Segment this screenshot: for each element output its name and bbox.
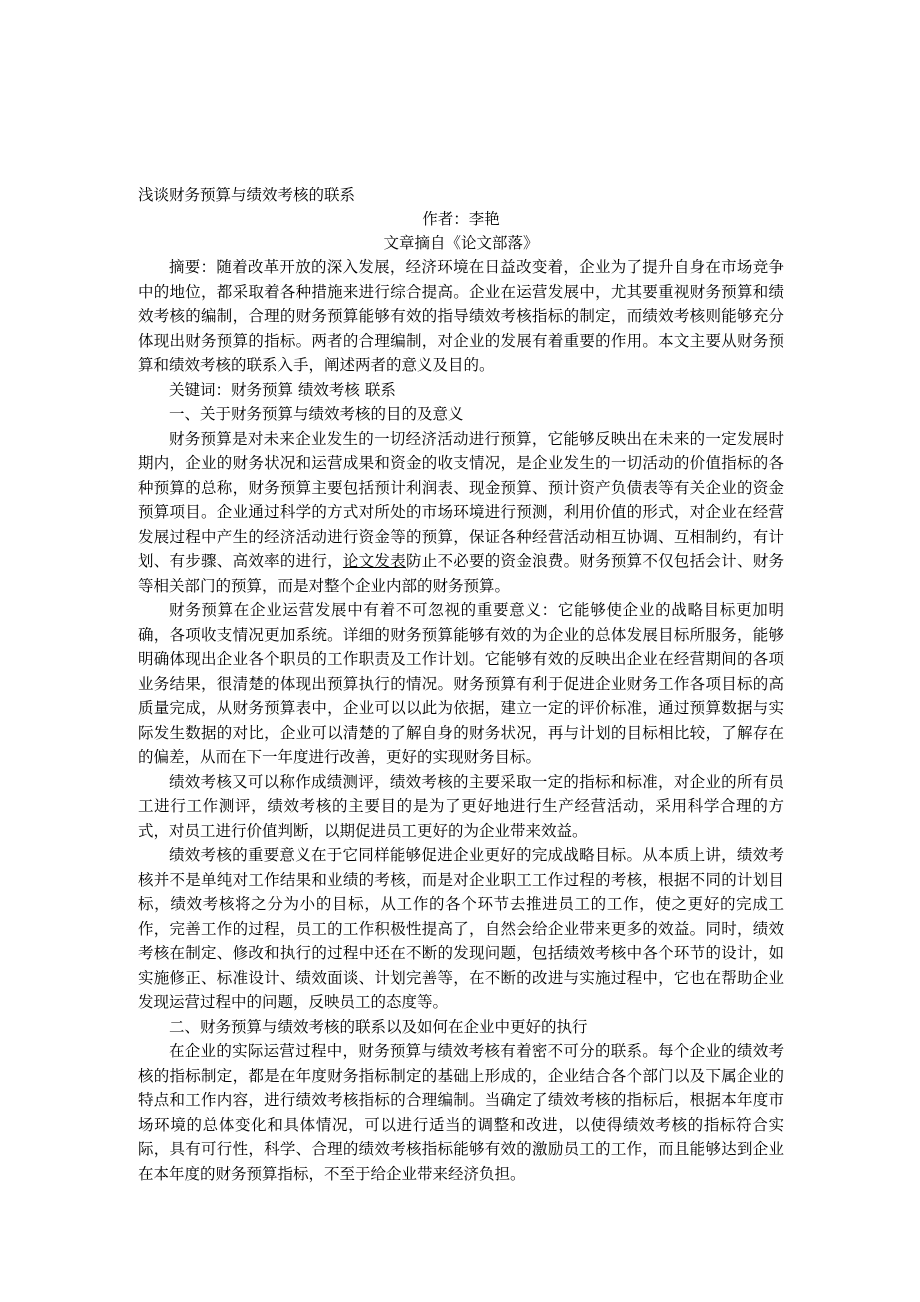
document-page (138, 183, 784, 1186)
author-line: 作者：李艳 (422, 210, 500, 228)
body-paragraph-1 (138, 427, 784, 599)
abstract-paragraph: 摘要：随着改革开放的深入发展，经济环境在日益改变着，企业为了提升自身在市场竞争中的地位，都采取着各种措施来进行综合提高。企业在运营发展中，尤其要重视财务预算和绩效考核的编制，合理的财务预算能够有效的指导绩效考核指标的制定，而绩效考核则能够充分体现出财务预算的指标。两者的合理编制，对企业的发展有着重要的作用。本文主要从财务预算和绩效考核的联系入手，阐述两者的意义及目的。 (138, 258, 784, 374)
section-heading-2: 二、财务预算与绩效考核的联系以及如何在企业中更好的执行 (169, 1017, 588, 1036)
section-heading-1: 一、关于财务预算与绩效考核的目的及意义 (169, 405, 464, 423)
paragraph-text: 财务预算是对未来企业发生的一切经济活动进行预算，它能够反映出在未来的一定发展时期内，企业的财务状况和运营成果和资金的收支情况，是企业发生的一切活动的价值指标的各种预算的总称，财务预算主要包括预计利润表、现金预算、预计资产负债表等有关企业的资金预算项目。企业通过科学的方式对所处的市场环境进行预测，利用价值的形式，对企业在经营发展过程中产生的经济活动进行资金等的预算，保证各种经营活动相互协调、互相制约，有计划、有步骤、高效率的进行， (138, 429, 784, 570)
body-paragraph-5: 在企业的实际运营过程中，财务预算与绩效考核有着密不可分的联系。每个企业的绩效考核的指标制定，都是在年度财务指标制定的基础上形成的，企业结合各个部门以及下属企业的特点和工作内容，进行绩效考核指标的合理编制。当确定了绩效考核的指标后，根据本年度市场环境的总体变化和具体情况，可以进行适当的调整和改进，以使得绩效考核的指标符合实际，具有可行性，科学、合理的绩效考核指标能够有效的激励员工的工作，而且能够达到企业在本年度的财务预算指标，不至于给企业带来经济负担。 (138, 1042, 784, 1183)
keywords-line: 关键词：财务预算 绩效考核 联系 (169, 380, 396, 399)
body-paragraph-3: 绩效考核又可以称作成绩测评，绩效考核的主要采取一定的指标和标准，对企业的所有员工进行工作测评，绩效考核的主要目的是为了更好地进行生产经营活动，采用科学合理的方式，对员工进行价值判断，以期促进员工更好的为企业带来效益。 (138, 772, 784, 840)
source-line: 文章摘自《论文部落》 (383, 234, 539, 252)
paper-publish-link[interactable]: 论文发表 (342, 552, 406, 570)
body-paragraph-4: 绩效考核的重要意义在于它同样能够促进企业更好的完成战略目标。从本质上讲，绩效考核并不是单纯对工作结果和业绩的考核，而是对企业职工工作过程的考核，根据不同的计划目标，绩效考核将之分为小的目标，从工作的各个环节去推进员工的工作，使之更好的完成工作，完善工作的过程，员工的工作积极性提高了，自然会给企业带来更多的效益。同时，绩效考核在制定、修改和执行的过程中还在不断的发现问题，包括绩效考核中各个环节的设计，如实施修正、标准设计、绩效面谈、计划完善等，在不断的改进与实施过程中，它也在帮助企业发现运营过程中的问题，反映员工的态度等。 (138, 846, 784, 1011)
paragraph-text: 防止不必要的资金浪费。财务预算不仅包括会计、财务等相关部门的预算，而是对整个企业内部的财务预算。 (138, 552, 784, 595)
article-title: 浅谈财务预算与绩效考核的联系 (138, 186, 356, 204)
body-paragraph-2: 财务预算在企业运营发展中有着不可忽视的重要意义：它能够使企业的战略目标更加明确，各项收支情况更加系统。详细的财务预算能够有效的为企业的总体发展目标所服务，能够明确体现出企业各个职员的工作职责及工作计划。它能够有效的反映出企业在经营期间的各项业务结果，很清楚的体现出预算执行的情况。财务预算有利于促进企业财务工作各项目标的高质量完成，从财务预算表中，企业可以以此为依据，建立一定的评价标准，通过预算数据与实际发生数据的对比，企业可以清楚的了解自身的财务状况，再与计划的目标相比较，了解存在的偏差，从而在下一年度进行改善，更好的实现财务目标。 (138, 601, 784, 766)
